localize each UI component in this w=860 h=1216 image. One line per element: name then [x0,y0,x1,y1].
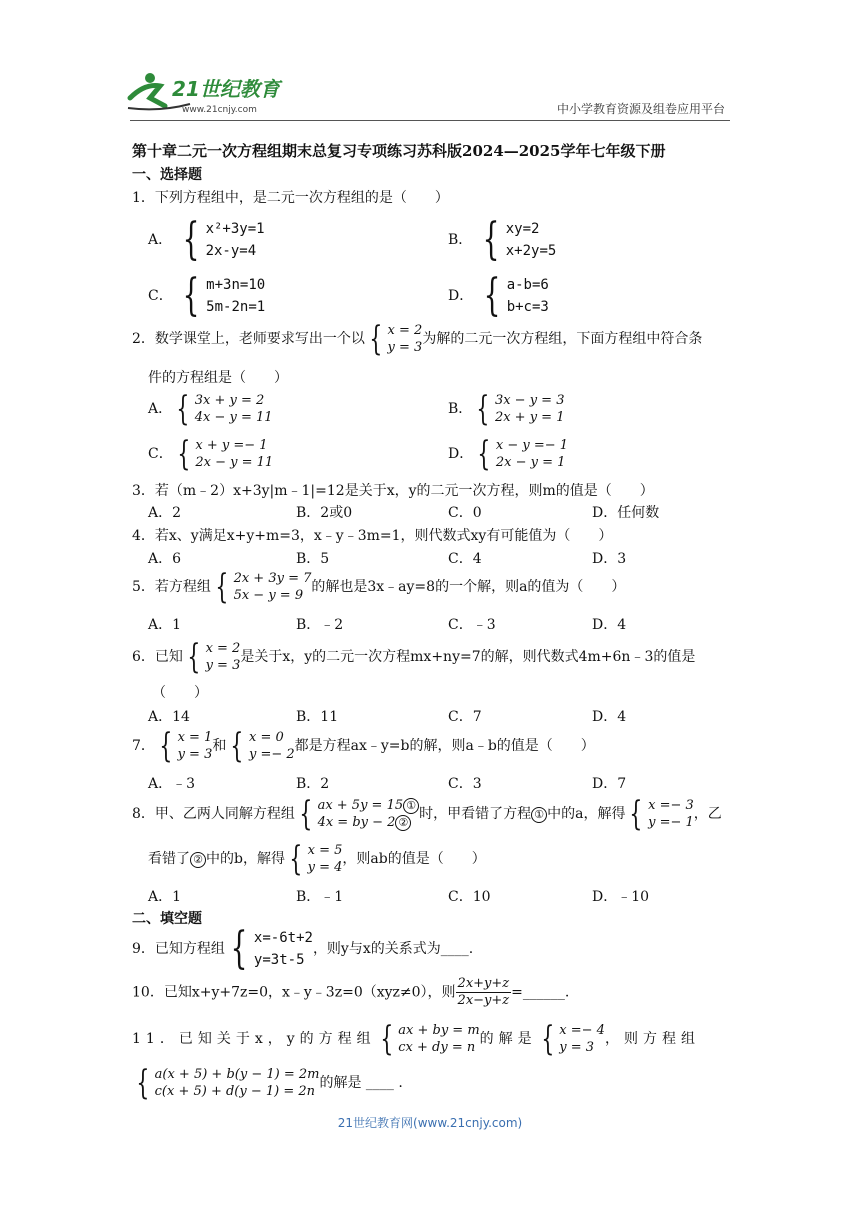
question-1-stem: 1．下列方程组中，是二元一次方程组的是（ ） [132,190,449,206]
question-2-stem: 2．数学课堂上，老师要求写出一个以 { x = 2 y = 3 为解的二元一次方程组，下面方程组中符合条 [132,319,703,359]
question-5-option-a: A．1 [148,617,182,633]
question-4-option-c: C．4 [448,551,482,567]
logo-text: 21世纪教育 [172,77,280,101]
page-footer: 21世纪教育网(www.21cnjy.com) [337,1116,523,1130]
question-4-stem: 4．若x、y满足x+y+m=3，x﹣y﹣3m=1，则代数式xy有可能值为（ ） [132,528,613,544]
question-2-option-b: B． { 3x − y = 3 2x + y = 1 [448,389,565,429]
question-3-option-a: A．2 [148,505,182,521]
question-8-stem-line2: 看错了 ② 中的b，解得 { x = 5 y = 4 ，则ab的值是（ ） [148,839,486,879]
question-6-stem-line2: （ ） [152,685,208,701]
question-5-option-d: D．4 [592,617,627,633]
section-heading-choice: 一、选择题 [132,167,202,183]
question-7-option-d: D．7 [592,776,627,792]
question-6-option-a: A．14 [148,709,190,725]
question-8-option-a: A．1 [148,889,182,905]
question-6-option-b: B．11 [296,709,339,725]
question-5-option-c: C．﹣3 [448,617,496,633]
question-8-stem: 8．甲、乙两人同解方程组 { ax + 5y = 15 ① 4x = by − 2 ② 时，甲看错了方程 ① 中的a，解得 { x =− 3 y =− 1 ，乙 [132,794,722,834]
logo-url: www.21cnjy.com [182,105,257,115]
question-1-option-b: B． { xy=2 x+2y=5 [448,214,557,265]
question-2-option-c: C． { x + y =− 1 2x − y = 11 [148,434,274,474]
question-6-option-d: D．4 [592,709,627,725]
question-3-stem: 3．若（m﹣2）x+3y|m﹣1|=12是关于x，y的二元一次方程，则m的值是（ ） [132,483,654,499]
question-8-option-b: B．﹣1 [296,889,344,905]
page-title: 第十章二元一次方程组期末总复习专项练习苏科版2024—2025学年七年级下册 [132,142,666,160]
header-divider [130,120,730,121]
question-4-option-a: A．6 [148,551,182,567]
question-5-option-b: B．﹣2 [296,617,344,633]
question-8-option-d: D．﹣10 [592,889,650,905]
question-1-option-d: D． { a-b=6 b+c=3 [448,270,549,321]
question-7-option-a: A．﹣3 [148,776,196,792]
question-2-option-a: A． { 3x + y = 2 4x − y = 11 [148,389,273,429]
question-6-stem: 6．已知 { x = 2 y = 3 是关于x，y的二元一次方程mx+ny=7的解，则代数式4m+6n﹣3的值是 [132,637,696,677]
question-1-option-c: C． { m+3n=10 5m-2n=1 [148,270,266,321]
question-7-option-b: B．2 [296,776,330,792]
question-4-option-b: B．5 [296,551,330,567]
question-7-stem: 7． { x = 1 y = 3 和 { x = 0 y =− 2 都是方程ax﹣y=b的解，则a﹣b的值是（ ） [132,726,595,766]
question-3-option-b: B．2或0 [296,505,353,521]
question-2-stem-line2: 件的方程组是（ ） [148,370,288,386]
question-2-option-d: D． { x − y =− 1 2x − y = 1 [448,434,569,474]
question-6-option-c: C．7 [448,709,482,725]
logo-runner-icon [120,68,290,118]
logo [120,68,290,118]
question-7-option-c: C．3 [448,776,482,792]
header-platform-text: 中小学教育资源及组卷应用平台 [556,102,725,116]
question-8-option-c: C．10 [448,889,491,905]
question-1-option-a: A． { x²+3y=1 2x-y=4 [148,214,265,265]
fraction: $\frac{2x+y+z}{2x-y+z}$ [457,976,510,1008]
question-9-stem: 9．已知方程组 { x=-6t+2 y=3t-5 ，则y与x的关系式为____. [132,923,474,974]
question-11-stem: 11．已知关于x，y的方程组 { ax + by = m cx + dy = n 的解是 { x =− 4 y = 3 ，则方程组 [132,1019,700,1059]
question-10-stem: 10．已知x+y+7z=0，x﹣y﹣3z=0（xyz≠0），则 $\frac{2x+y+z}{2x-y+z}$ =______. [132,976,570,1008]
question-4-option-d: D．3 [592,551,627,567]
question-3-option-c: C．0 [448,505,482,521]
question-5-stem: 5．若方程组 { 2x + 3y = 7 5x − y = 9 的解也是3x﹣ay=8的一个解，则a的值为（ ） [132,567,626,607]
question-3-option-d: D．任何数 [592,505,660,521]
question-11-stem-line2: { a(x + 5) + b(y − 1) = 2m c(x + 5) + d(y − 1) = 2n 的解是 ____ . [136,1063,403,1103]
section-heading-fill: 二、填空题 [132,911,202,927]
